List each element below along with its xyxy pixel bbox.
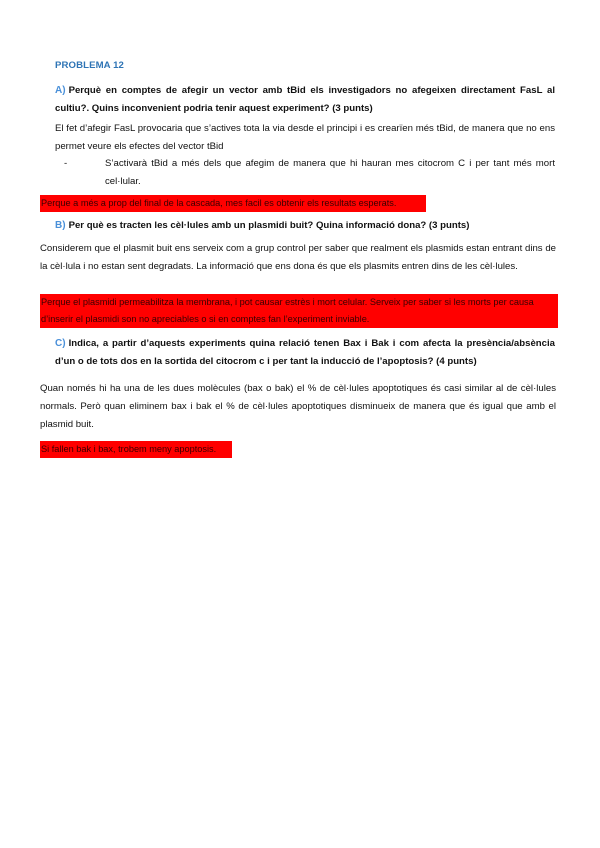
question-b-text: Per què es tracten les cèl·lules amb un plasmidi buit? Quina informació dona? (3 punts) <box>68 220 470 231</box>
highlight-b: Perque el plasmidi permeabilitza la membrana, i pot causar estrès i mort celular. Serveix per saber si les morts per causa d’inserir el plasmidi son no apreciables o si en comptes fan l’experiment inviable. <box>40 294 558 328</box>
answer-a-paragraph: El fet d’afegir FasL provocaria que s’actives tota la via desde el principi i es crearïen més tBid, de manera que no ens permet veure els efectes del vector tBid <box>55 123 555 152</box>
highlight-c: Si fallen bak i bax, trobem meny apoptosis. <box>40 441 232 458</box>
answer-b-paragraph: Considerem que el plasmit buit ens serveix com a grup control per saber que realment els plasmids estan entrant dins de la cèl·lula i no estan sent degradats. La informació que ens dona és que els plasmits entren dins de les cèl·lules. <box>40 243 556 272</box>
question-a-letter: A) <box>55 85 66 96</box>
question-a-text: Perquè en comptes de afegir un vector amb tBid els investigadors no afegeixen directament FasL al cultiu?. Quins inconvenient podria tenir aquest experiment? (3 punts) <box>55 85 555 114</box>
highlight-a: Perque a més a prop del final de la cascada, mes facil es obtenir els resultats esperats. <box>40 195 426 212</box>
bullet-marker: - <box>64 158 68 169</box>
question-b-letter: B) <box>55 220 66 231</box>
question-b <box>55 217 555 235</box>
question-c <box>55 335 555 371</box>
question-a <box>55 82 555 118</box>
question-c-letter: C) <box>55 338 66 349</box>
question-c-text: Indica, a partir d’aquests experiments quina relació tenen Bax i Bak i com afecta la presència/absència d’un o de tots dos en la sortida del citocrom c i per tant la inducció de l’apoptosis? (4 punts) <box>55 338 555 367</box>
problem-title: PROBLEMA 12 <box>55 60 124 71</box>
answer-a-bullet: S’activarà tBid a més dels que afegim de manera que hi hauran mes citocrom C i per tant més mort cel·lular. <box>105 158 555 187</box>
answer-c-paragraph: Quan només hi ha una de les dues molècules (bax o bak) el % de cèl·lules apoptotiques és casi similar al de cèl·lules normals. Però quan eliminem bax i bak el % de cèl·lules apoptotiques disminueix de manera que és igual que amb el plasmid buit. <box>40 383 556 430</box>
